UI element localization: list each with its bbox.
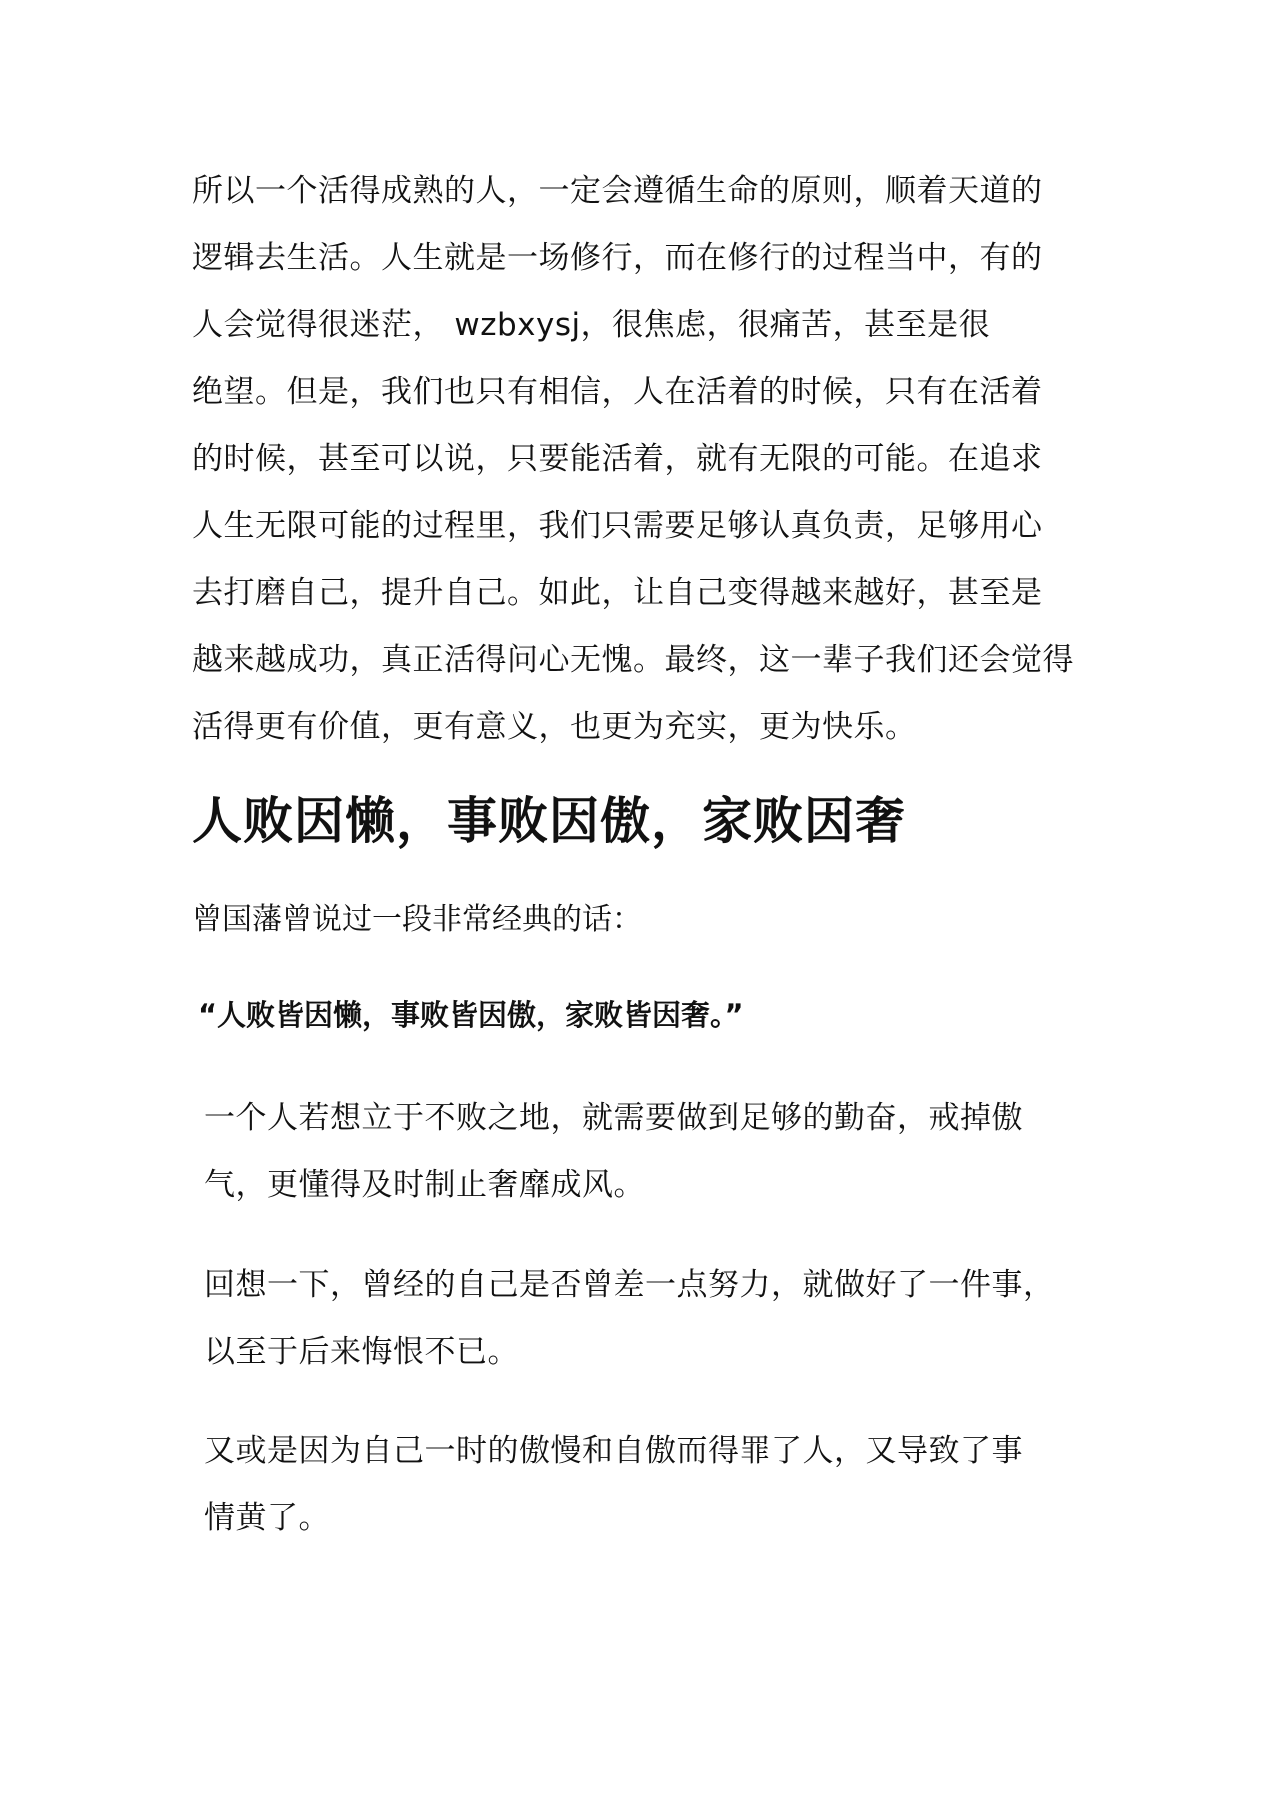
intro-text: 曾国藩曾说过一段非常经典的话： <box>192 902 642 937</box>
section-heading: 人败因懒，事败因傲，家败因奢 <box>192 791 906 850</box>
text-line: 的时候，甚至可以说，只要能活着，就有无限的可能。在追求 <box>192 441 1043 477</box>
text-line: 人生无限可能的过程里，我们只需要足够认真负责，足够用心 <box>192 508 1043 544</box>
text-line: 回想一下，曾经的自己是否曾差一点努力，就做好了一件事， <box>204 1267 1055 1303</box>
text-line: 人会觉得很迷茫， wzbxysj，很焦虑，很痛苦，甚至是很 <box>192 307 991 343</box>
text-line: 以至于后来悔恨不已。 <box>204 1334 519 1370</box>
text-line: 又或是因为自己一时的傲慢和自傲而得罪了人，又导致了事 <box>204 1433 1023 1469</box>
paragraph-maturity <box>192 158 1092 761</box>
text-line: 情黄了。 <box>204 1500 330 1536</box>
text-line: 一个人若想立于不败之地，就需要做到足够的勤奋，戒掉傲 <box>204 1100 1023 1136</box>
paragraph-diligence <box>204 1085 1104 1219</box>
quote-text: “人败皆因懒，事败皆因傲，家败皆因奢。” <box>198 998 744 1032</box>
text-line: 越来越成功，真正活得问心无愧。最终，这一辈子我们还会觉得 <box>192 642 1074 678</box>
paragraph-regret <box>204 1252 1104 1386</box>
paragraph-arrogance <box>204 1418 1104 1552</box>
text-line: 所以一个活得成熟的人，一定会遵循生命的原则，顺着天道的 <box>192 173 1043 209</box>
text-line: 绝望。但是，我们也只有相信，人在活着的时候，只有在活着 <box>192 374 1043 410</box>
text-line: 去打磨自己，提升自己。如此，让自己变得越来越好，甚至是 <box>192 575 1043 611</box>
text-line: 气，更懂得及时制止奢靡成风。 <box>204 1167 645 1203</box>
text-line: 逻辑去生活。人生就是一场修行，而在修行的过程当中，有的 <box>192 240 1043 276</box>
text-line: 活得更有价值，更有意义，也更为充实，更为快乐。 <box>192 709 917 745</box>
